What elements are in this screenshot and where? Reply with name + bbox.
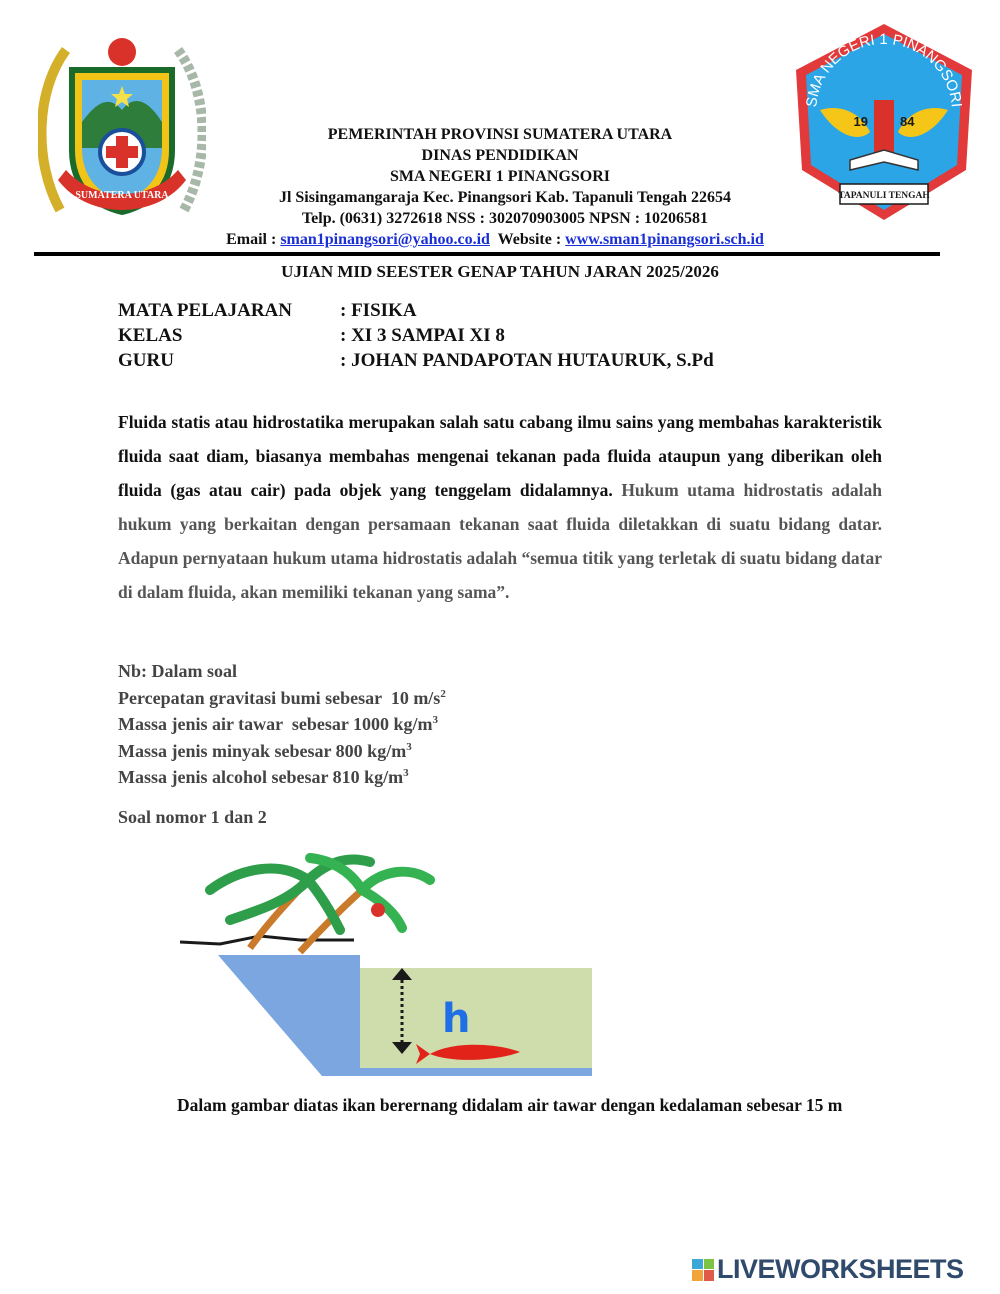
- school-logo-year-right: 84: [900, 114, 915, 129]
- meta-row-teacher: [118, 348, 714, 373]
- subject-value: : FISIKA: [340, 300, 417, 321]
- exam-meta: [118, 298, 714, 373]
- letterhead-contact: [0, 229, 1000, 250]
- letterhead-divider: [34, 252, 940, 256]
- letterhead-address: Jl Sisingamangaraja Kec. Pinangsori Kab. Tapanuli Tengah 22654: [278, 189, 732, 206]
- school-logo-arc-text: SMA NEGERI 1 PINANGSORI: [803, 30, 965, 109]
- note-water-text: Massa jenis air tawar sebesar 1000 kg/m: [118, 714, 433, 734]
- depth-label-h: h: [442, 996, 471, 1042]
- website-label: Website :: [489, 231, 566, 248]
- notes: [118, 660, 446, 789]
- liveworksheets-brand[interactable]: [692, 1254, 964, 1285]
- note-oil-exp: 3: [406, 740, 412, 753]
- class-value: : XI 3 SAMPAI XI 8: [340, 325, 505, 346]
- email-label: Email :: [226, 231, 281, 248]
- note-alcohol-exp: 3: [403, 767, 409, 779]
- fish-depth-figure: [180, 840, 600, 1085]
- notes-title: Nb: Dalam soal: [118, 661, 238, 681]
- liveworksheets-name: LIVEWORKSHEETS: [717, 1254, 964, 1284]
- intro-paragraph-part1: Fluida statis atau hidrostatika merupakan salah satu cabang ilmu sains yang membahas karakteristik fluida saat diam, biasanya membahas mengenai tekanan pada fluida ataupun yang diberikan oleh fluida (gas atau cair) pada objek yang tenggelam didalamnya.: [118, 412, 882, 500]
- note-alcohol-text: Massa jenis alcohol sebesar 810 kg/m: [118, 767, 404, 787]
- note-water: [118, 709, 446, 736]
- website-link[interactable]: www.sman1pinangsori.sch.id: [565, 231, 764, 248]
- note-water-exp: 3: [432, 714, 438, 726]
- note-oil: [118, 736, 446, 763]
- exam-title: UJIAN MID SEESTER GENAP TAHUN JARAN 2025/2026: [281, 262, 719, 281]
- class-label: KELAS: [118, 325, 183, 346]
- teacher-value: : JOHAN PANDAPOTAN HUTAURUK, S.Pd: [340, 350, 714, 371]
- note-oil-text: Massa jenis minyak sebesar 800 kg/m: [118, 740, 407, 761]
- meta-row-class: [118, 323, 714, 348]
- intro-paragraph-part2: Hukum utama hidrostatis adalah hukum yang berkaitan dengan persamaan tekanan saat fluida diletakkan di suatu bidang datar. Adapun pernyataan hukum utama hidrostatis adalah “semua titik yang terletak di suatu bidang datar di dalam fluida, akan memiliki tekanan yang sama”.: [118, 480, 882, 602]
- liveworksheets-mark-icon: [692, 1259, 714, 1281]
- email-link[interactable]: sman1pinangsori@yahoo.co.id: [280, 231, 490, 248]
- letterhead-government: PEMERINTAH PROVINSI SUMATERA UTARA: [327, 126, 673, 143]
- letterhead-phone: Telp. (0631) 3272618 NSS : 302070903005 NPSN : 10206581: [301, 210, 709, 227]
- letterhead-school: SMA NEGERI 1 PINANGSORI: [389, 168, 611, 185]
- note-gravity-text: Percepatan gravitasi bumi sebesar 10 m/s: [118, 687, 441, 708]
- province-emblem-ribbon: SUMATERA UTARA: [75, 190, 169, 201]
- school-logo-banner: TAPANULI TENGAH: [838, 191, 930, 201]
- question-heading: Soal nomor 1 dan 2: [118, 807, 267, 827]
- note-gravity-exp: 2: [440, 687, 446, 700]
- figure-caption: Dalam gambar diatas ikan berernang didalam air tawar dengan kedalaman sebesar 15 m: [177, 1095, 843, 1115]
- subject-label: MATA PELAJARAN: [118, 300, 292, 321]
- letterhead-agency: DINAS PENDIDIKAN: [421, 147, 579, 164]
- note-gravity: [118, 683, 446, 710]
- teacher-label: GURU: [118, 350, 174, 371]
- slope-water: [218, 955, 356, 1076]
- meta-row-subject: [118, 298, 714, 323]
- letterhead: [0, 124, 1000, 250]
- school-logo-year-left: 19: [853, 114, 868, 129]
- intro-paragraph: [118, 405, 882, 609]
- note-alcohol: [118, 762, 446, 789]
